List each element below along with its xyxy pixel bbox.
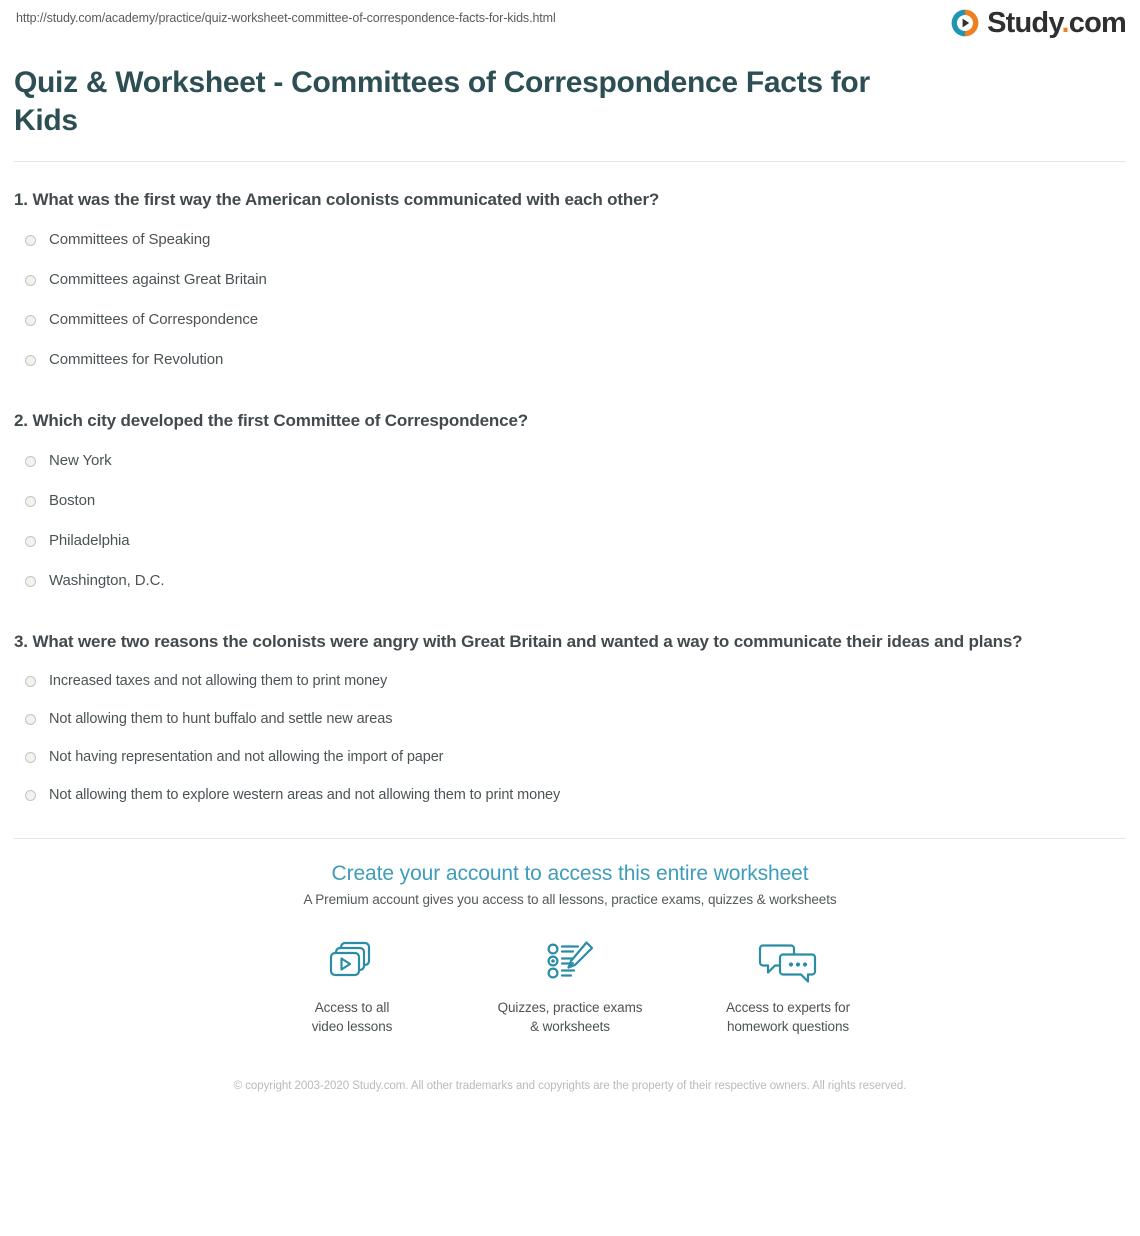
- answer-option-label: Committees of Speaking: [49, 230, 211, 248]
- answer-option[interactable]: [14, 704, 1126, 742]
- page-header-bar: [0, 0, 1140, 56]
- answer-options: [14, 666, 1126, 818]
- answer-option-label: Not having representation and not allowing the import of paper: [49, 749, 444, 766]
- answer-option[interactable]: [14, 742, 1126, 780]
- radio-button-icon[interactable]: [25, 496, 36, 507]
- answer-option-label: Committees against Great Britain: [49, 270, 267, 288]
- study-com-logo[interactable]: [950, 8, 1126, 38]
- radio-button-icon[interactable]: [25, 235, 36, 246]
- answer-option-label: Committees for Revolution: [49, 350, 224, 368]
- radio-button-icon[interactable]: [25, 456, 36, 467]
- answer-option[interactable]: [14, 445, 1126, 485]
- premium-features: [14, 935, 1126, 1036]
- question-text: 1. What was the first way the American colonists communicated with each other?: [14, 189, 660, 209]
- feature-label: [243, 998, 461, 1036]
- feature-label: [679, 998, 897, 1036]
- feature-label-line1: Access to all: [314, 1000, 390, 1016]
- answer-option[interactable]: [14, 565, 1126, 605]
- radio-button-icon[interactable]: [25, 536, 36, 547]
- feature-label-line2: video lessons: [311, 1019, 393, 1035]
- answer-option[interactable]: [14, 525, 1126, 565]
- answer-option-label: Not allowing them to hunt buffalo and settle new areas: [49, 711, 393, 728]
- radio-button-icon[interactable]: [25, 315, 36, 326]
- cta-subheading: A Premium account gives you access to all lessons, practice exams, quizzes & worksheets: [303, 892, 837, 908]
- answer-option-label: New York: [49, 452, 112, 470]
- video-lessons-icon: [243, 935, 461, 987]
- answer-options: [14, 445, 1126, 605]
- feature-label-line1: Access to experts for: [726, 1000, 850, 1016]
- create-account-cta: [14, 839, 1126, 1036]
- question-block: [14, 188, 1126, 384]
- question-block: [14, 630, 1126, 818]
- answer-option-label: Philadelphia: [49, 532, 130, 550]
- play-circle-icon: [950, 8, 980, 38]
- feature-label: [461, 998, 679, 1036]
- answer-option-label: Committees of Correspondence: [49, 310, 258, 328]
- question-text: 2. Which city developed the first Committee of Correspondence?: [14, 410, 529, 430]
- logo-dot: .: [1061, 6, 1069, 39]
- feature-experts: [679, 935, 897, 1036]
- question-text: 3. What were two reasons the colonists were angry with Great Britain and wanted a way to communicate their ideas and plans?: [14, 632, 1023, 652]
- answer-option[interactable]: [14, 485, 1126, 525]
- copyright-notice: © copyright 2003-2020 Study.com. All other trademarks and copyrights are the property of their respective owners. All rights reserved.: [233, 1080, 907, 1093]
- answer-option[interactable]: [14, 304, 1126, 344]
- radio-button-icon[interactable]: [25, 714, 36, 725]
- answer-options: [14, 224, 1126, 384]
- answer-option-label: Boston: [49, 492, 96, 510]
- feature-quizzes: [461, 935, 679, 1036]
- radio-button-icon[interactable]: [25, 790, 36, 801]
- answer-option-label: Increased taxes and not allowing them to print money: [49, 673, 388, 690]
- radio-button-icon[interactable]: [25, 576, 36, 587]
- quiz-pencil-icon: [461, 935, 679, 987]
- questions-list: [14, 162, 1126, 818]
- feature-label-line2: homework questions: [726, 1019, 849, 1035]
- logo-tld: com: [1068, 6, 1126, 39]
- feature-label-line1: Quizzes, practice exams: [497, 1000, 643, 1016]
- answer-option[interactable]: [14, 344, 1126, 384]
- radio-button-icon[interactable]: [25, 676, 36, 687]
- page-title: Quiz & Worksheet - Committees of Correspondence Facts for Kids: [14, 66, 870, 138]
- answer-option-label: Washington, D.C.: [49, 572, 165, 590]
- answer-option[interactable]: [14, 264, 1126, 304]
- radio-button-icon[interactable]: [25, 355, 36, 366]
- answer-option-label: Not allowing them to explore western areas and not allowing them to print money: [49, 787, 561, 804]
- answer-option[interactable]: [14, 666, 1126, 704]
- feature-video-lessons: [243, 935, 461, 1036]
- answer-option[interactable]: [14, 224, 1126, 264]
- feature-label-line2: & worksheets: [530, 1019, 610, 1035]
- cta-heading[interactable]: Create your account to access this entire worksheet: [331, 862, 809, 886]
- chat-bubbles-icon: [679, 935, 897, 987]
- logo-wordmark: [987, 6, 1126, 39]
- answer-option[interactable]: [14, 780, 1126, 818]
- page-url: http://study.com/academy/practice/quiz-worksheet-committee-of-correspondence-facts-for-kids.html: [16, 11, 556, 25]
- logo-name: Study: [987, 6, 1062, 39]
- radio-button-icon[interactable]: [25, 275, 36, 286]
- question-block: [14, 409, 1126, 605]
- radio-button-icon[interactable]: [25, 752, 36, 763]
